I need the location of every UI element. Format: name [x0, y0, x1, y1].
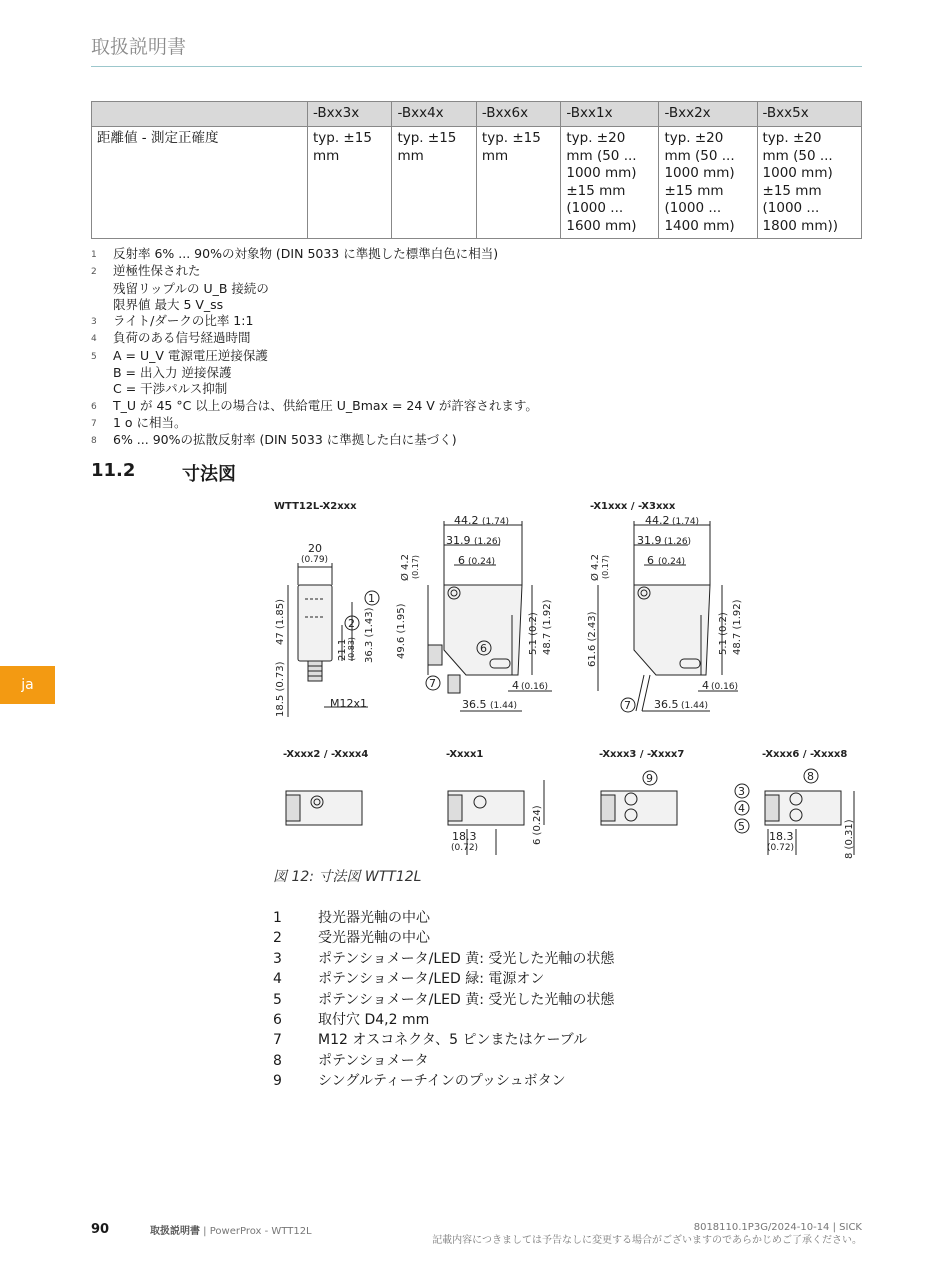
variant-view-3	[601, 771, 677, 825]
table-cell: typ. ±20 mm (50 ... 1000 mm) ±15 mm (1000 ... 1400 mm)	[659, 127, 757, 239]
dim-36-5-b-in: (1.44)	[681, 701, 709, 711]
legend-item: 2 受光器光軸の中心	[273, 930, 430, 947]
drawing-label-left: WTT12L-X2xxx	[274, 501, 357, 512]
dim-18-3-b: 18.3	[769, 830, 794, 843]
table-header-cell: -Bxx3x	[308, 102, 392, 127]
callout-7b: 7	[624, 699, 631, 712]
callout-4: 4	[738, 802, 745, 815]
footnote: 6 T_U が 45 °C 以上の場合は、供給電圧 U_Bmax = 24 V が許容されます。	[91, 397, 538, 413]
legend-item: 5 ポテンショメータ/LED 黄: 受光した光軸の状態	[273, 991, 615, 1008]
footer-info	[432, 1221, 862, 1247]
callout-3: 3	[738, 785, 745, 798]
dim-44-2: 44.2	[454, 514, 479, 527]
footer-document: 取扱説明書 | PowerProx - WTT12L	[150, 1226, 312, 1237]
dim-4-2: Ø 4.2	[400, 554, 411, 581]
footnote: 4 負荷のある信号経過時間	[91, 330, 251, 346]
legend-item: 4 ポテンショメータ/LED 緑: 電源オン	[273, 971, 545, 988]
language-tab[interactable]: ja	[0, 666, 55, 704]
dim-4: 4	[512, 679, 519, 692]
table-header-cell: -Bxx6x	[476, 102, 560, 127]
legend-item: 1 投光器光軸の中心	[273, 910, 430, 926]
dim-20: 20	[308, 542, 322, 555]
page-number: 90	[91, 1222, 110, 1237]
variant-label: -Xxxx3 / -Xxxx7	[599, 749, 685, 760]
dim-36-5-b: 36.5	[654, 698, 679, 711]
legend-item: 6 取付穴 D4,2 mm	[273, 1012, 430, 1029]
footnote: 3 ライト/ダークの比率 1:1	[91, 313, 254, 329]
variant-label: -Xxxx2 / -Xxxx4	[283, 749, 369, 760]
dim-6-in: (0.24)	[468, 557, 496, 567]
footnote: 5 A = U_V 電源電圧逆接保護	[91, 347, 268, 363]
footnote: 1 反射率 6% ... 90%の対象物 (DIN 5033 に準拠した標準白色に相当)	[91, 246, 499, 261]
section-number: 11.2	[91, 460, 136, 481]
dim-48-7: 48.7 (1.92)	[542, 599, 553, 655]
dim-5-1: 5.1 (0.2)	[528, 612, 539, 655]
dim-21-1: 21.1	[337, 638, 348, 661]
dim-6-v: 6 (0.24)	[532, 805, 543, 845]
callout-9: 9	[646, 772, 653, 785]
dim-6: 6	[458, 554, 465, 567]
callout-8: 8	[807, 770, 814, 783]
dim-44-2-b-in: (1.74)	[672, 517, 700, 527]
footer-doc-id: 8018110.1P3G/2024-10-14 | SICK	[693, 1222, 862, 1233]
dim-48-7-b: 48.7 (1.92)	[732, 599, 743, 655]
footnote: C = 干渉パルス抑制	[113, 381, 228, 397]
legend-item: 8 ポテンショメータ	[273, 1052, 429, 1069]
figure-caption: 図 12: 寸法図 WTT12L	[273, 869, 422, 885]
dim-44-2-b: 44.2	[645, 514, 670, 527]
variant-view-1	[286, 791, 362, 825]
dim-18-3: 18.3	[452, 830, 477, 843]
dim-4-2-b-in: (0.17)	[601, 554, 610, 579]
table-header-cell: -Bxx2x	[659, 102, 757, 127]
dim-8-v: 8 (0.31)	[844, 819, 855, 859]
dim-18-3-b-in: (0.72)	[767, 843, 795, 853]
dim-61-6: 61.6 (2.43)	[587, 611, 598, 667]
dim-5-1-b: 5.1 (0.2)	[718, 612, 729, 655]
dim-4-2-in: (0.17)	[411, 554, 420, 579]
table-header-cell	[92, 102, 308, 127]
table-header-cell: -Bxx1x	[561, 102, 659, 127]
dim-47: 47 (1.85)	[275, 599, 286, 645]
dim-18-3-in: (0.72)	[451, 843, 479, 853]
drawing-label-right: -X1xxx / -X3xxx	[590, 501, 676, 512]
dim-4-in: (0.16)	[521, 682, 549, 692]
dim-4-b: 4	[702, 679, 709, 692]
footnote: 2 逆極性保された	[91, 263, 201, 279]
table-cell: typ. ±20 mm (50 ... 1000 mm) ±15 mm (1000 ... 1600 mm)	[561, 127, 659, 239]
callout-1: 1	[368, 592, 375, 605]
footnote: 8 6% ... 90%の拡散反射率 (DIN 5033 に準拠した白に基づく)	[91, 432, 457, 448]
variant-label: -Xxxx6 / -Xxxx8	[762, 749, 848, 760]
dim-31-9: 31.9	[446, 534, 471, 547]
table-row	[92, 127, 862, 239]
variant-label: -Xxxx1	[446, 749, 484, 760]
legend-item: 3 ポテンショメータ/LED 黄: 受光した光軸の状態	[273, 950, 615, 967]
callout-7: 7	[429, 677, 436, 690]
table-cell: typ. ±15 mm	[392, 127, 476, 239]
dim-18-5: 18.5 (0.73)	[275, 661, 286, 717]
footnote: B = 出入力 逆接保護	[113, 365, 232, 381]
footnote: 限界値 最大 5 V_ss	[113, 296, 224, 312]
footnote: 残留リップルの U_B 接続の	[113, 280, 269, 296]
dim-44-2-in: (1.74)	[482, 517, 510, 527]
callout-5: 5	[738, 820, 745, 833]
table-header-cell: -Bxx4x	[392, 102, 476, 127]
dim-6-b: 6	[647, 554, 654, 567]
dim-6-b-in: (0.24)	[658, 557, 686, 567]
variant-view-4	[735, 769, 854, 855]
dim-31-9-b: 31.9	[637, 534, 662, 547]
callout-6: 6	[480, 642, 487, 655]
legend-item: 7 M12 オスコネクタ、5 ピンまたはケーブル	[273, 1032, 588, 1049]
header-divider	[91, 66, 862, 67]
table-header-row	[92, 102, 862, 127]
page-header-title: 取扱説明書	[91, 36, 187, 58]
legend-item: 9 シングルティーチインのプッシュボタン	[273, 1073, 566, 1090]
dim-21-1-in: (0.83)	[347, 636, 356, 661]
footer-disclaimer: 記載内容につきましては予告なしに変更する場合がございますのであらかじめご了承ください。	[432, 1235, 862, 1246]
dim-m12: M12x1	[330, 697, 367, 710]
dim-20-in: (0.79)	[301, 555, 329, 565]
dim-36-5: 36.5	[462, 698, 487, 711]
footnote: 7 1 o に相当。	[91, 414, 187, 430]
dim-4-2-b: Ø 4.2	[590, 554, 601, 581]
dim-36-5-in: (1.44)	[490, 701, 518, 711]
footnotes	[91, 246, 538, 450]
callout-2: 2	[348, 617, 355, 630]
table-header-cell: -Bxx5x	[757, 102, 861, 127]
accuracy-table	[91, 101, 862, 239]
figure-legend	[273, 908, 614, 1092]
table-cell: typ. ±20 mm (50 ... 1000 mm) ±15 mm (1000 ... 1800 mm))	[757, 127, 861, 239]
dimension-drawing	[268, 495, 868, 865]
table-cell: typ. ±15 mm	[476, 127, 560, 239]
dim-31-9-in: (1.26)	[474, 537, 502, 547]
dim-4-b-in: (0.16)	[711, 682, 739, 692]
table-row-label: 距離値 - 測定正確度	[92, 127, 308, 239]
section-title: 寸法図	[182, 464, 236, 485]
dim-36-3: 36.3 (1.43)	[364, 607, 375, 663]
dim-49-6: 49.6 (1.95)	[396, 603, 407, 659]
dim-31-9-b-in: (1.26)	[664, 537, 692, 547]
table-cell: typ. ±15 mm	[308, 127, 392, 239]
